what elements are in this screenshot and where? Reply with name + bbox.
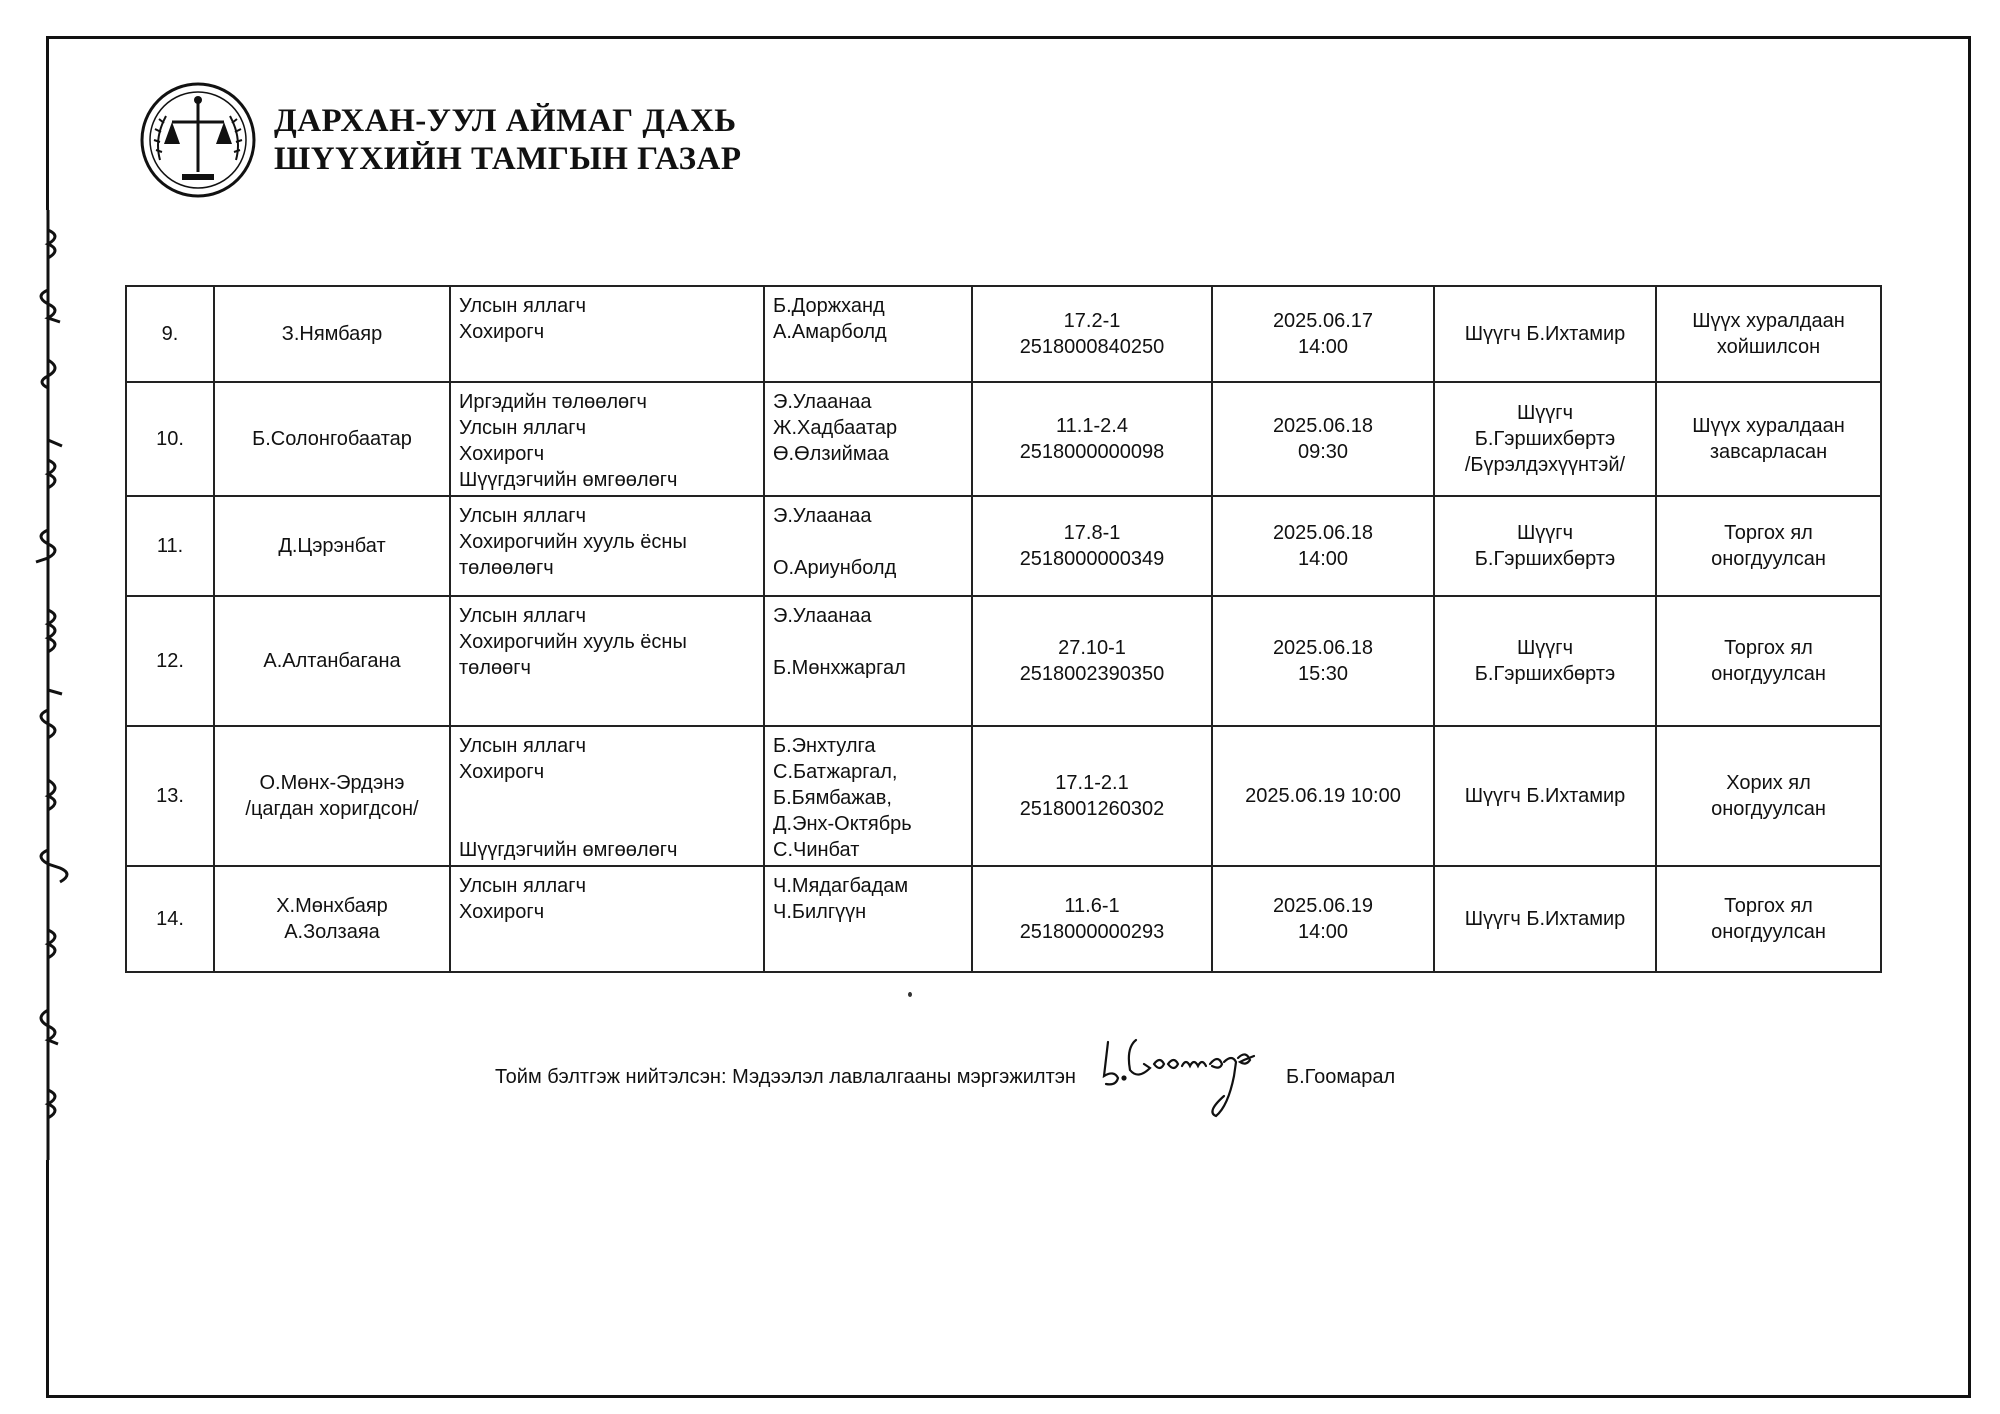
presiding-judge-cell: Шүүгч Б.Гэршихбөртэ <box>1434 596 1656 726</box>
participant-roles-cell: Улсын яллагч Хохирогчийн хууль ёсны төлөөлөгч <box>450 496 764 596</box>
table-row <box>126 866 1881 972</box>
prepared-by-label: Тойм бэлтгэж нийтэлсэн: Мэдээлэл лавлалгааны мэргэжилтэн <box>495 1065 1076 1088</box>
defendant-name-cell: Х.Мөнхбаяр А.Золзаяа <box>214 866 450 972</box>
hearing-datetime-cell: 2025.06.18 14:00 <box>1212 496 1434 596</box>
document-header <box>138 80 741 200</box>
case-article-number-cell: 11.1-2.4 2518000000098 <box>972 382 1212 496</box>
participant-names-cell: Э.Улаанаа О.Ариунболд <box>764 496 972 596</box>
participant-roles-cell: Улсын яллагч Хохирогчийн хууль ёсны төлөөгч <box>450 596 764 726</box>
participant-names-cell: Б.Доржханд А.Амарболд <box>764 286 972 382</box>
participant-roles-cell: Улсын яллагч Хохирогч <box>450 286 764 382</box>
presiding-judge-cell: Шүүгч Б.Ихтамир <box>1434 286 1656 382</box>
table-row <box>126 286 1881 382</box>
hearing-datetime-cell: 2025.06.19 14:00 <box>1212 866 1434 972</box>
hearing-datetime-cell: 2025.06.18 15:30 <box>1212 596 1434 726</box>
hearing-result-cell: Хорих ял оногдуулсан <box>1656 726 1881 866</box>
hearing-result-cell: Шүүх хуралдаан завсарласан <box>1656 382 1881 496</box>
row-number-cell: 14. <box>126 866 214 972</box>
participant-roles-cell: Улсын яллагч Хохирогч Шүүгдэгчийн өмгөөлөгч <box>450 726 764 866</box>
participant-roles-cell: Улсын яллагч Хохирогч <box>450 866 764 972</box>
table-row <box>126 382 1881 496</box>
participant-names-cell: Ч.Мядагбадам Ч.Билгүүн <box>764 866 972 972</box>
hearing-datetime-cell: 2025.06.18 09:30 <box>1212 382 1434 496</box>
participant-roles-cell: Иргэдийн төлөөлөгч Улсын яллагч Хохирогч Шүүгдэгчийн өмгөөлөгч <box>450 382 764 496</box>
participant-names-cell: Э.Улаанаа Б.Мөнхжаргал <box>764 596 972 726</box>
court-hearings-table <box>125 285 1882 973</box>
vertical-script-ornament <box>20 210 76 1160</box>
defendant-name-cell: О.Мөнх-Эрдэнэ /цагдан хоригдсон/ <box>214 726 450 866</box>
scan-speck <box>908 992 912 997</box>
hearing-datetime-cell: 2025.06.17 14:00 <box>1212 286 1434 382</box>
hearing-datetime-cell: 2025.06.19 10:00 <box>1212 726 1434 866</box>
row-number-cell: 10. <box>126 382 214 496</box>
court-emblem-icon <box>138 80 258 200</box>
row-number-cell: 12. <box>126 596 214 726</box>
presiding-judge-cell: Шүүгч Б.Гэршихбөртэ <box>1434 496 1656 596</box>
org-title-line2: ШҮҮХИЙН ТАМГЫН ГАЗАР <box>274 141 742 177</box>
organization-title <box>274 102 741 178</box>
presiding-judge-cell: Шүүгч Б.Гэршихбөртэ /Бүрэлдэхүүнтэй/ <box>1434 382 1656 496</box>
defendant-name-cell: Б.Солонгобаатар <box>214 382 450 496</box>
preparer-name: Б.Гоомарал <box>1285 1065 1396 1088</box>
hearing-result-cell: Торгох ял оногдуулсан <box>1656 496 1881 596</box>
hearing-result-cell: Шүүх хуралдаан хойшилсон <box>1656 286 1881 382</box>
document-footer <box>495 1022 1395 1132</box>
row-number-cell: 9. <box>126 286 214 382</box>
participant-names-cell: Б.Энхтулга С.Батжаргал, Б.Бямбажав, Д.Энх-Октябрь С.Чинбат <box>764 726 972 866</box>
table-row <box>126 596 1881 726</box>
participant-names-cell: Э.Улаанаа Ж.Хадбаатар Ө.Өлзиймаа <box>764 382 972 496</box>
presiding-judge-cell: Шүүгч Б.Ихтамир <box>1434 726 1656 866</box>
table-row <box>126 496 1881 596</box>
table-row <box>126 726 1881 866</box>
case-article-number-cell: 27.10-1 2518002390350 <box>972 596 1212 726</box>
defendant-name-cell: З.Нямбаяр <box>214 286 450 382</box>
defendant-name-cell: Д.Цэрэнбат <box>214 496 450 596</box>
org-title-line1: ДАРХАН-УУЛ АЙМАГ ДАХЬ <box>274 103 737 139</box>
handwritten-signature <box>1096 1022 1266 1132</box>
row-number-cell: 13. <box>126 726 214 866</box>
case-article-number-cell: 17.8-1 2518000000349 <box>972 496 1212 596</box>
presiding-judge-cell: Шүүгч Б.Ихтамир <box>1434 866 1656 972</box>
hearing-result-cell: Торгох ял оногдуулсан <box>1656 866 1881 972</box>
hearing-result-cell: Торгох ял оногдуулсан <box>1656 596 1881 726</box>
defendant-name-cell: А.Алтанбагана <box>214 596 450 726</box>
case-article-number-cell: 17.2-1 2518000840250 <box>972 286 1212 382</box>
case-article-number-cell: 11.6-1 2518000000293 <box>972 866 1212 972</box>
row-number-cell: 11. <box>126 496 214 596</box>
case-article-number-cell: 17.1-2.1 2518001260302 <box>972 726 1212 866</box>
